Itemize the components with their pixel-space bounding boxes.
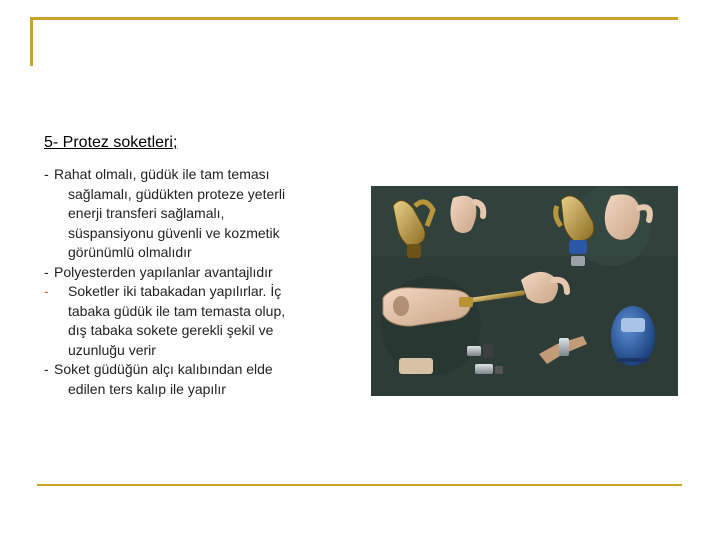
- bullet-dash: -: [44, 166, 49, 182]
- bullet-text-continued: enerji transferi sağlamalı,: [68, 205, 225, 221]
- bullet-dash: -: [44, 361, 49, 377]
- bullet-item: [44, 360, 364, 399]
- bullet-text-continued: tabaka güdük ile tam temasta olup,: [68, 302, 286, 319]
- bullet-text: Soket güdüğün alçı kalıbından elde: [54, 361, 273, 377]
- bullet-item: [44, 282, 364, 360]
- decorative-top-line: [30, 17, 678, 20]
- photo-illustration: [371, 186, 678, 396]
- bullet-text-continued: sağlamalı, güdükten proteze yeterli: [68, 185, 286, 202]
- slide-body: [44, 165, 364, 399]
- bullet-text-continued: süspansiyonu güvenli ve kozmetik: [68, 224, 280, 241]
- bullet-text-continued: görünümlü olmalıdır: [68, 244, 192, 260]
- bullet-text: Soketler iki tabakadan yapılırlar. İç: [68, 283, 282, 299]
- blue-control-unit: [611, 306, 655, 366]
- bullet-item: [44, 263, 364, 283]
- bullet-text: Rahat olmalı, güdük ile tam teması: [54, 166, 270, 182]
- bullet-item: [44, 165, 364, 263]
- bullet-text-continued: uzunluğu verir: [68, 341, 156, 358]
- bullet-dash: -: [44, 283, 49, 299]
- bullet-dash: -: [44, 263, 49, 280]
- slide-title: 5- Protez soketleri;: [44, 134, 178, 151]
- decorative-bottom-line: [37, 484, 682, 486]
- bullet-text-continued: edilen ters kalıp ile yapılır: [68, 380, 226, 397]
- bullet-text-continued: dış tabaka sokete gerekli şekil ve: [68, 322, 274, 338]
- decorative-left-line: [30, 17, 33, 66]
- prosthetic-components-photo: [371, 186, 678, 396]
- bullet-text: Polyesterden yapılanlar avantajlıdır: [54, 263, 273, 280]
